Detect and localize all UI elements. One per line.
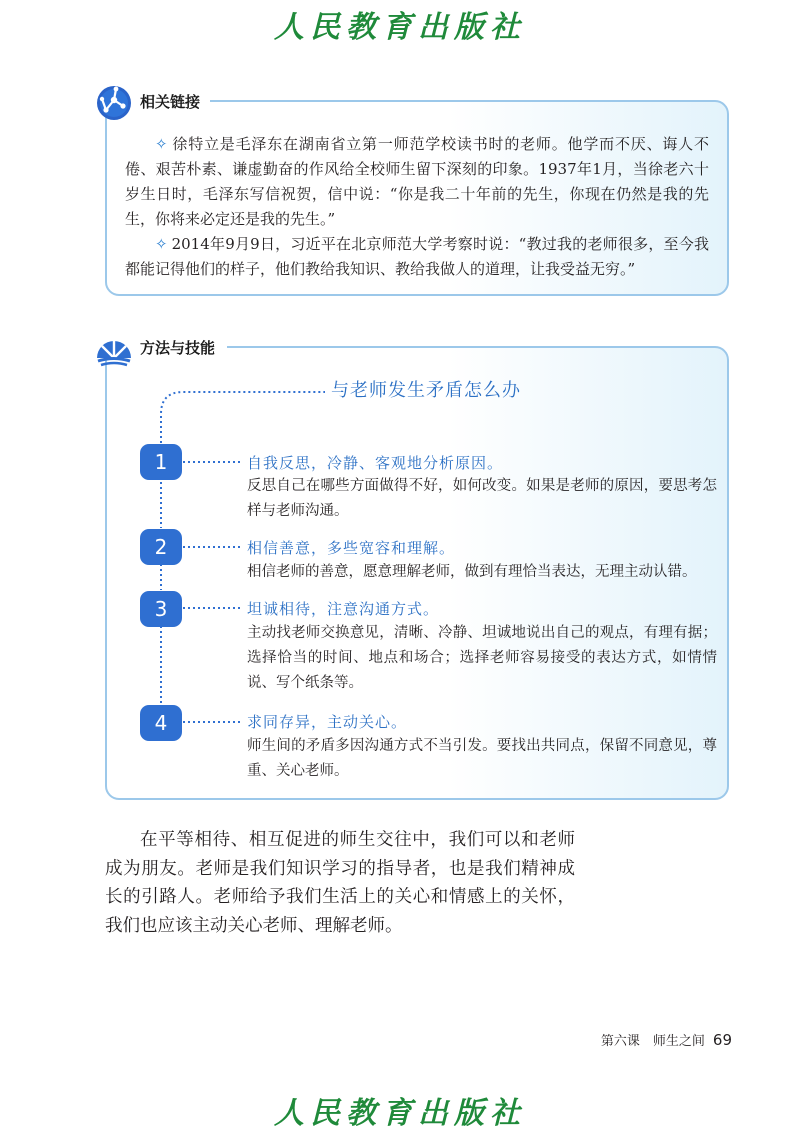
link-paragraph: ✧ 徐特立是毛泽东在湖南省立第一师范学校读书时的老师。他学而不厌、诲人不倦、艰苦朴素、谦虚勤奋的作风给全校师生留下深刻的印象。1937年1月，当徐老六十岁生日时，毛泽东写信祝贺，信中说：“你是我二十年前的先生，你现在仍然是我的先生，你将来必定还是我的先生。”	[125, 135, 709, 228]
step-number: 1	[140, 444, 182, 480]
sunrise-icon	[94, 328, 134, 368]
related-links-box	[105, 100, 729, 296]
page-number: 69	[712, 1031, 732, 1049]
step-body: 师生间的矛盾多因沟通方式不当引发。要找出共同点，保留不同意见，尊重、关心老师。	[247, 738, 717, 779]
step-title: 自我反思，冷静、客观地分析原因。	[247, 454, 504, 472]
diamond-bullet-icon: ✧	[155, 135, 168, 153]
step-number: 2	[140, 529, 182, 565]
step-title: 坦诚相待，注意沟通方式。	[247, 600, 440, 618]
methods-skills-title: 方法与技能	[140, 339, 216, 357]
main-paragraph: 在平等相待、相互促进的师生交往中，我们可以和老师成为朋友。老师是我们知识学习的指导者，也是我们精神成长的引路人。老师给予我们生活上的关心和情感上的关怀，我们也应该主动关心老师、理解老师。	[105, 830, 575, 936]
methods-skills-box	[105, 346, 729, 800]
network-globe-icon	[94, 82, 134, 122]
page-footer	[601, 1030, 732, 1049]
related-links-text	[125, 132, 709, 282]
publisher-logo-bottom: 人民教育出版社	[274, 1096, 526, 1131]
diamond-bullet-icon: ✧	[155, 235, 168, 253]
step-body: 主动找老师交换意见，清晰、冷静、坦诚地说出自己的观点，有理有据；选择恰当的时间、地点和场合；选择老师容易接受的表达方式，如情情说、写个纸条等。	[247, 625, 717, 691]
step-number: 3	[140, 591, 182, 627]
step-number: 4	[140, 705, 182, 741]
link-paragraph: ✧ 2014年9月9日，习近平在北京师范大学考察时说：“教过我的老师很多，至今我都能记得他们的样子，他们教给我知识、教给我做人的道理，让我受益无穷。”	[125, 235, 709, 278]
publisher-logo-top: 人民教育出版社	[274, 10, 526, 45]
flow-title: 与老师发生矛盾怎么办	[331, 380, 521, 401]
header-line	[210, 99, 240, 103]
step-body: 反思自己在哪些方面做得不好，如何改变。如果是老师的原因，要思考怎样与老师沟通。	[247, 478, 717, 519]
chapter-label: 第六课 师生之间	[600, 1034, 705, 1049]
related-links-title: 相关链接	[140, 93, 201, 111]
step-title: 相信善意，多些宽容和理解。	[247, 539, 456, 557]
step-title: 求同存异，主动关心。	[247, 713, 408, 731]
step-body: 相信老师的善意，愿意理解老师，做到有理恰当表达，无理主动认错。	[247, 564, 697, 580]
